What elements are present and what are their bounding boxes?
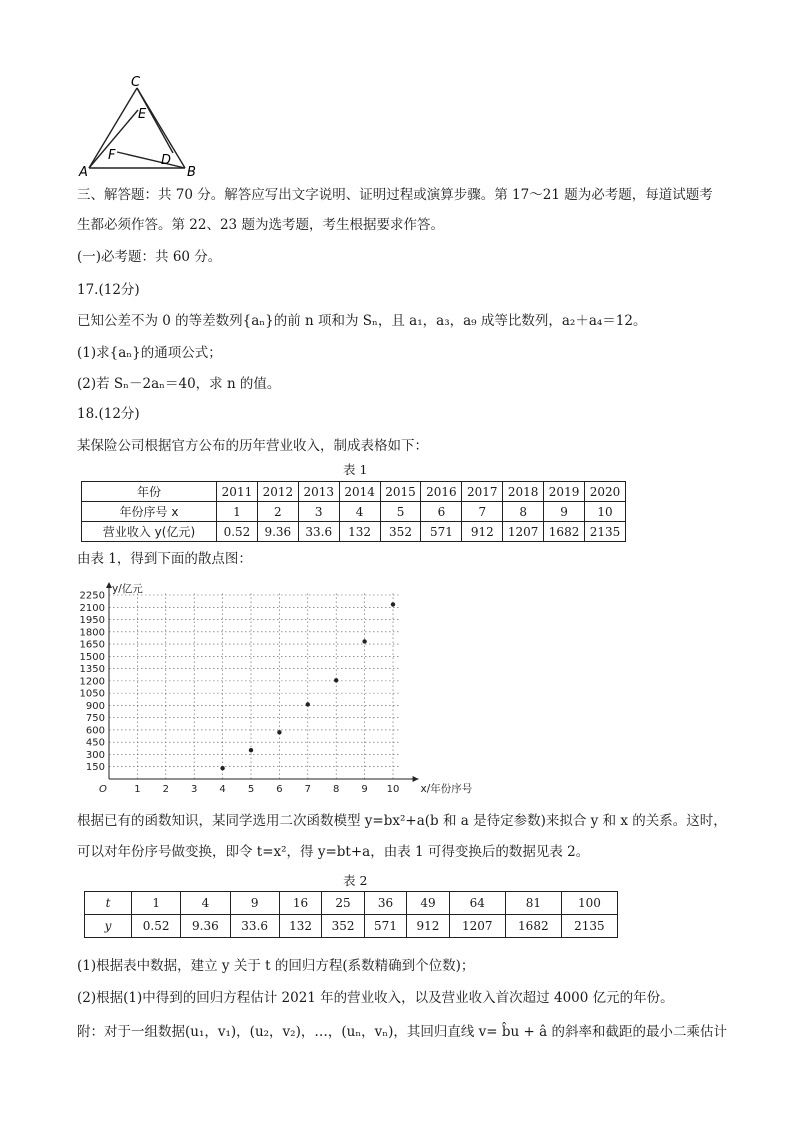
- table-cell: 2015: [380, 482, 421, 502]
- appendix-note: 附：对于一组数据(u₁，v₁)，(u₂，v₂)，…，(uₙ，vₙ)，其回归直线 v= b̂u + â 的斜率和截距的最小二乘估计: [77, 1024, 727, 1040]
- table-cell: 5: [380, 502, 421, 522]
- data-point: [249, 748, 253, 752]
- y-tick-label: 1800: [79, 627, 105, 639]
- origin-label: O: [99, 784, 107, 795]
- table-cell: 7: [462, 502, 503, 522]
- y-tick-label: 2100: [79, 602, 105, 614]
- y-tick-label: 1050: [79, 688, 105, 700]
- required-part-heading: (一)必考题：共 60 分。: [77, 249, 222, 265]
- geometry-figure: [75, 72, 215, 180]
- table2-caption: 表 2: [343, 873, 368, 888]
- model-paragraph-1: 根据已有的函数知识，某同学选用二次函数模型 y=bx²+a(b 和 a 是待定参数)来拟合 y 和 x 的关系。这时，: [77, 813, 727, 829]
- row-header-y: y: [85, 915, 132, 938]
- table-cell: 9: [230, 892, 279, 915]
- label-E: E: [138, 107, 147, 122]
- revenue-table: [81, 481, 626, 542]
- table-cell: 2019: [544, 482, 585, 502]
- x-tick-label: 1: [134, 784, 141, 795]
- table-row: [82, 522, 626, 542]
- table-cell: 3: [298, 502, 339, 522]
- data-point: [391, 602, 395, 606]
- table-cell: 2: [257, 502, 298, 522]
- scatter-chart: [75, 578, 475, 800]
- table-row: [82, 502, 626, 522]
- y-tick-label: 1950: [79, 615, 105, 627]
- label-C: C: [131, 75, 141, 90]
- table-cell: 352: [322, 915, 364, 938]
- table-cell: 2135: [585, 522, 626, 542]
- data-point: [306, 702, 310, 706]
- x-tick-label: 10: [386, 784, 400, 795]
- x-tick-label: 2: [162, 784, 169, 795]
- label-A: A: [79, 165, 88, 180]
- section-heading: 三、解答题：共 70 分。解答应写出文字说明、证明过程或演算步骤。第 17～21 题为必考题，每道试题考: [77, 187, 713, 203]
- x-axis-arrow: [413, 776, 419, 782]
- table-cell: 49: [407, 892, 449, 915]
- table-cell: 9: [544, 502, 585, 522]
- table-cell: 0.52: [132, 915, 181, 938]
- table-cell: 9.36: [257, 522, 298, 542]
- table-cell: 2135: [561, 915, 617, 938]
- transformed-table: [84, 891, 618, 938]
- table-cell: 2011: [217, 482, 258, 502]
- table-cell: 912: [407, 915, 449, 938]
- y-axis-label: y/亿元: [112, 583, 143, 595]
- question-17-part-1: (1)求{aₙ}的通项公式；: [77, 345, 222, 361]
- x-axis-label: x/年份序号: [420, 783, 473, 795]
- y-tick-label: 900: [85, 700, 105, 712]
- table-cell: 1682: [505, 915, 561, 938]
- label-B: B: [187, 165, 196, 180]
- table-cell: 36: [364, 892, 406, 915]
- question-17-part-2: (2)若 Sₙ－2aₙ＝40，求 n 的值。: [77, 376, 281, 392]
- table-row: [85, 915, 618, 938]
- table-cell: 2017: [462, 482, 503, 502]
- table-cell: 8: [503, 502, 544, 522]
- data-point: [277, 730, 281, 734]
- table-cell: 2016: [421, 482, 462, 502]
- table-cell: 9.36: [181, 915, 230, 938]
- table1-caption: 表 1: [343, 462, 368, 477]
- table-cell: 2014: [339, 482, 380, 502]
- data-point: [334, 678, 338, 682]
- table-cell: 0.52: [217, 522, 258, 542]
- x-tick-label: 9: [361, 784, 368, 795]
- y-tick-label: 1200: [79, 676, 105, 688]
- question-18-stem: 某保险公司根据官方公布的历年营业收入，制成表格如下：: [77, 438, 428, 454]
- table-row: [82, 482, 626, 502]
- table-cell: 571: [421, 522, 462, 542]
- x-tick-label: 5: [247, 784, 255, 795]
- data-point: [362, 639, 366, 643]
- y-tick-label: 1350: [79, 664, 105, 676]
- y-tick-label: 150: [85, 762, 105, 774]
- question-18-part-2: (2)根据(1)中得到的回归方程估计 2021 年的营业收入，以及营业收入首次超过 4000 亿元的年份。: [77, 990, 674, 1006]
- x-tick-label: 4: [219, 784, 226, 795]
- table-cell: 2013: [298, 482, 339, 502]
- table-cell: 912: [462, 522, 503, 542]
- table-cell: 6: [421, 502, 462, 522]
- table-cell: 1: [217, 502, 258, 522]
- table-cell: 4: [181, 892, 230, 915]
- table-cell: 2018: [503, 482, 544, 502]
- y-tick-label: 1500: [79, 651, 105, 663]
- question-18-part-1: (1)根据表中数据，建立 y 关于 t 的回归方程(系数精确到个位数)；: [77, 958, 475, 974]
- x-tick-label: 3: [191, 784, 198, 795]
- table-cell: 1682: [544, 522, 585, 542]
- question-17-stem: 已知公差不为 0 的等差数列{aₙ}的前 n 项和为 Sₙ，且 a₁，a₃，a₉ 成等比数列，a₂＋a₄＝12。: [77, 313, 647, 329]
- row-header-year: 年份: [82, 482, 217, 502]
- table-row: [85, 892, 618, 915]
- question-17-number: 17.(12分): [77, 282, 140, 298]
- section-instructions: 生都必须作答。第 22、23 题为选考题，考生根据要求作答。: [77, 217, 444, 233]
- table-cell: 571: [364, 915, 406, 938]
- table-cell: 352: [380, 522, 421, 542]
- table-cell: 132: [279, 915, 321, 938]
- y-tick-label: 750: [85, 713, 105, 725]
- y-tick-label: 450: [85, 737, 105, 749]
- row-header-revenue: 营业收入 y(亿元): [82, 522, 217, 542]
- table-cell: 1207: [449, 915, 505, 938]
- y-tick-label: 300: [85, 749, 105, 761]
- table-cell: 10: [585, 502, 626, 522]
- table-cell: 16: [279, 892, 321, 915]
- table-cell: 64: [449, 892, 505, 915]
- table-cell: 132: [339, 522, 380, 542]
- table-cell: 4: [339, 502, 380, 522]
- table-cell: 2012: [257, 482, 298, 502]
- y-tick-label: 1650: [79, 639, 105, 651]
- x-tick-label: 8: [333, 784, 340, 795]
- y-tick-label: 600: [85, 725, 105, 737]
- model-paragraph-2: 可以对年份序号做变换，即令 t=x²，得 y=bt+a，由表 1 可得变换后的数据见表 2。: [77, 844, 590, 860]
- table-cell: 81: [505, 892, 561, 915]
- x-tick-label: 6: [276, 784, 283, 795]
- x-tick-label: 7: [304, 784, 311, 795]
- label-F: F: [108, 148, 116, 163]
- table-cell: 1207: [503, 522, 544, 542]
- row-header-index: 年份序号 x: [82, 502, 217, 522]
- row-header-t: t: [85, 892, 132, 915]
- data-point: [220, 766, 224, 770]
- y-tick-label: 2250: [79, 590, 105, 602]
- table-cell: 25: [322, 892, 364, 915]
- table-cell: 1: [132, 892, 181, 915]
- table-cell: 100: [561, 892, 617, 915]
- label-D: D: [161, 153, 172, 168]
- scatter-intro: 由表 1，得到下面的散点图：: [77, 551, 252, 567]
- table-cell: 33.6: [298, 522, 339, 542]
- question-18-number: 18.(12分): [77, 406, 140, 422]
- table-cell: 33.6: [230, 915, 279, 938]
- table-cell: 2020: [585, 482, 626, 502]
